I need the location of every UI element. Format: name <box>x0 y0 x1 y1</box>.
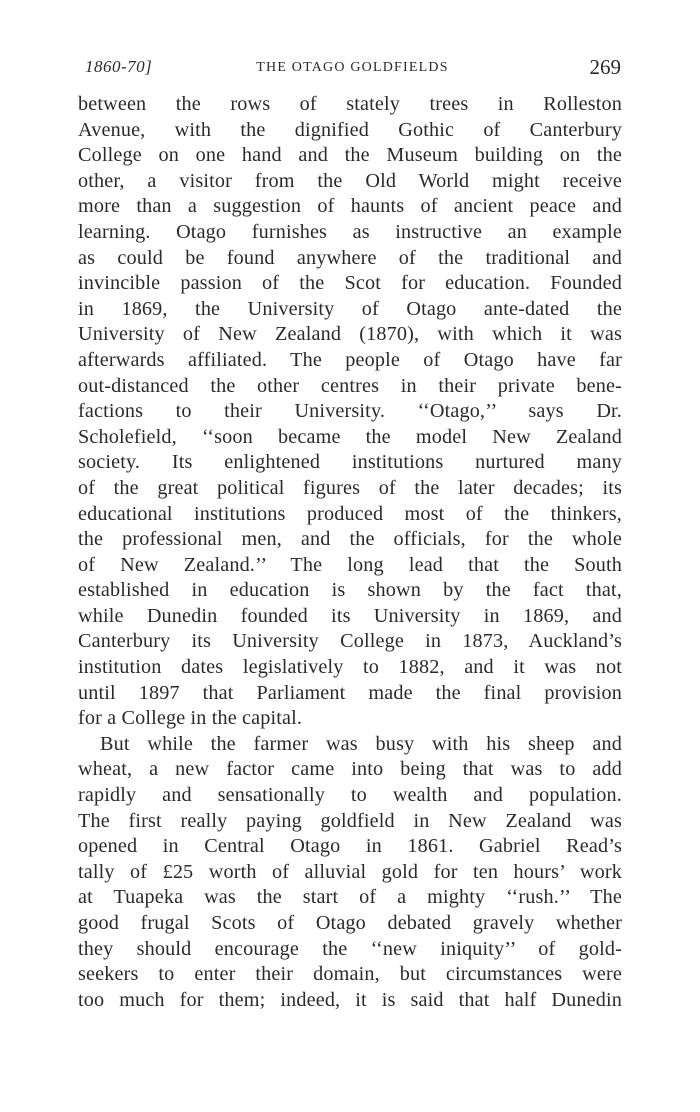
text-line: too much for them; indeed, it is said that half Dunedin <box>78 988 622 1011</box>
text-line: But while the farmer was busy with his sheep and <box>100 732 622 755</box>
text-line: the professional men, and the officials, for the whole <box>78 528 622 551</box>
text-line: College on one hand and the Museum building on the <box>78 144 622 167</box>
text-line: Canterbury its University College in 1873, Auckland’s <box>78 630 622 653</box>
text-line: opened in Central Otago in 1861. Gabriel Read’s <box>78 835 622 858</box>
text-line: Scholefield, ‘‘soon became the model New Zealand <box>78 425 622 448</box>
text-line: institution dates legislatively to 1882, and it was not <box>78 656 622 679</box>
text-line: educational institutions produced most of the thinkers, <box>78 502 622 525</box>
text-line: University of New Zealand (1870), with which it was <box>78 323 622 346</box>
text-line: rapidly and sensationally to wealth and population. <box>78 784 622 807</box>
text-line: for a College in the capital. <box>78 707 303 730</box>
text-line: afterwards affiliated. The people of Otago have far <box>78 348 622 371</box>
chapter-title-header: THE OTAGO GOLDFIELDS <box>256 60 449 75</box>
text-line: of New Zealand.’’ The long lead that the South <box>78 553 622 576</box>
text-line: good frugal Scots of Otago debated gravely whether <box>78 912 622 934</box>
text-line: at Tuapeka was the start of a mighty ‘‘rush.’’ The <box>78 886 622 909</box>
text-line: The first really paying goldfield in New Zealand was <box>78 809 622 832</box>
text-line: learning. Otago furnishes as instructive an example <box>78 220 622 243</box>
text-line: society. Its enlightened institutions nurtured many <box>78 451 622 474</box>
text-line: seekers to enter their domain, but circumstances were <box>78 963 622 986</box>
text-line: until 1897 that Parliament made the final provision <box>78 681 622 704</box>
text-line: of the great political figures of the later decades; its <box>78 476 622 499</box>
text-line: other, a visitor from the Old World might receive <box>78 169 622 192</box>
text-line: as could be found anywhere of the traditional and <box>78 246 622 269</box>
text-line: more than a suggestion of haunts of ancient peace and <box>78 195 622 218</box>
paragraph <box>78 732 622 1014</box>
text-line: Avenue, with the dignified Gothic of Canterbury <box>78 118 622 141</box>
body-text <box>78 92 622 1013</box>
text-line: while Dunedin founded its University in 1869, and <box>78 604 622 627</box>
page-number: 269 <box>589 55 621 79</box>
text-line: they should encourage the ‘‘new iniquity’’ of gold- <box>78 937 622 960</box>
text-line: tally of £25 worth of alluvial gold for ten hours’ work <box>78 860 622 883</box>
text-line: between the rows of stately trees in Rolleston <box>78 93 622 115</box>
text-line: established in education is shown by the fact that, <box>78 579 622 602</box>
text-line: wheat, a new factor came into being that was to add <box>78 758 622 781</box>
running-head <box>80 57 625 85</box>
paragraph <box>78 92 622 732</box>
date-range-header: 1860-70] <box>85 57 153 76</box>
text-line: invincible passion of the Scot for education. Founded <box>78 272 622 295</box>
text-line: in 1869, the University of Otago ante-dated the <box>78 297 622 320</box>
text-line: factions to their University. ‘‘Otago,’’ says Dr. <box>78 400 622 423</box>
text-line: out-distanced the other centres in their private bene- <box>78 374 622 397</box>
